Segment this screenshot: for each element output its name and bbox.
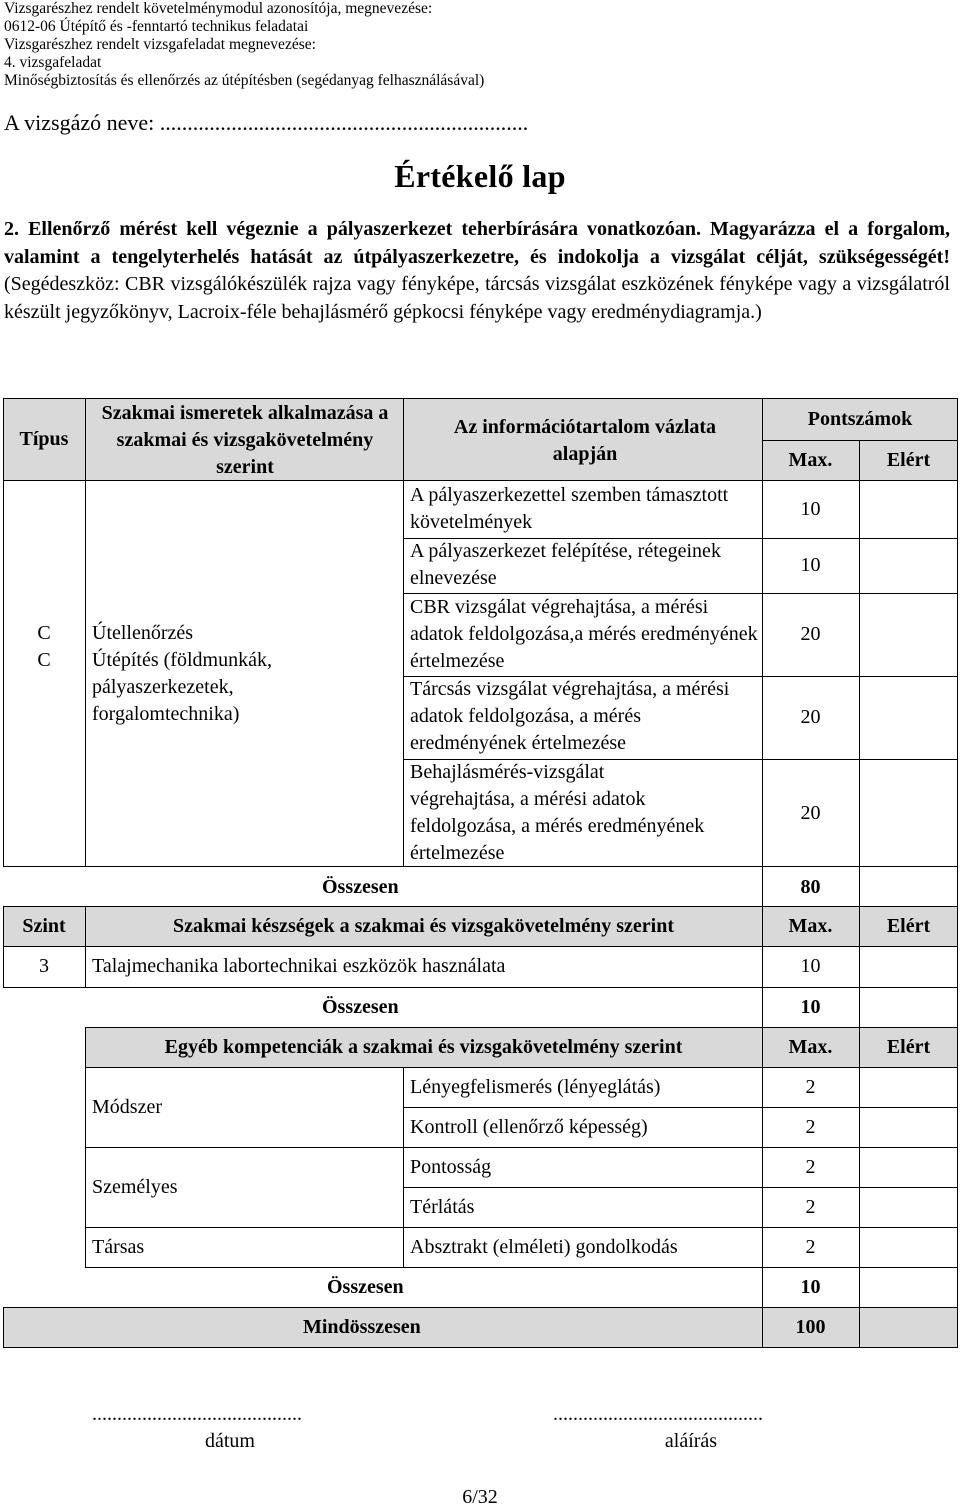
competency-max: 2 <box>805 1116 816 1138</box>
col-ismeretek: Szakmai ismeretek alkalmazása a szakmai és vizsgakövetelmény szerint <box>101 402 389 478</box>
max-value: 10 <box>800 498 821 520</box>
col-max: Max. <box>788 449 833 471</box>
col-elert: Elért <box>886 915 931 937</box>
signature-label: aláírás <box>664 1430 718 1452</box>
task-description <box>4 216 950 326</box>
table3-total-max: 10 <box>800 1276 821 1298</box>
competency-max: 2 <box>805 1156 816 1178</box>
competency-item: Pontosság <box>410 1156 492 1178</box>
competency-item: Kontroll (ellenőrző képesség) <box>410 1116 648 1138</box>
signature-dots: .......................................... <box>553 1403 763 1425</box>
competency-max: 2 <box>805 1076 816 1098</box>
grand-total-max: 100 <box>795 1316 826 1338</box>
max-value: 20 <box>800 706 821 728</box>
competency-item: Lényegfelismerés (lényeglátás) <box>410 1076 661 1098</box>
info-row: A pályaszerkezettel szemben támasztott követelmények <box>410 484 729 533</box>
col-elert: Elért <box>886 1036 931 1058</box>
page-number: 6/32 <box>462 1486 498 1508</box>
grand-total-label: Mindösszesen <box>303 1316 421 1338</box>
competency-item: Absztrakt (elméleti) gondolkodás <box>410 1236 678 1258</box>
skill-text: Talajmechanika labortechnikai eszközök használata <box>92 955 506 977</box>
page-title: Értékelő lap <box>394 158 566 194</box>
col-kepessegek: Szakmai készségek a szakmai és vizsgakövetelmény szerint <box>172 915 675 937</box>
group-tarsas: Társas <box>92 1236 145 1258</box>
header-line: Minőségbiztosítás és ellenőrzés az útépítésben (segédanyag felhasználásával) <box>4 72 485 89</box>
col-max: Max. <box>788 915 833 937</box>
task-question: 2. Ellenőrző mérést kell végeznie a pályaszerkezet teherbírására vonatkozóan. Magyarázza el a forgalom, valamint a tengelyterhelés hatását az útpályaszerkezetre, és indokolja a vizsgálat célját, szükségességét! <box>4 218 950 268</box>
table2-total-max: 10 <box>800 996 821 1018</box>
task-aids: (Segédeszköz: CBR vizsgálókészülék rajza vagy fényképe, tárcsás vizsgálat eszközének fényképe vagy a vizsgálatról készült jegyzőkönyv, Lacroix-féle behajlásmérő gépkocsi fényképe vagy eredménydiagramja.) <box>4 273 950 323</box>
header-line: Vizsgarészhez rendelt követelménymodul azonosítója, megnevezése: <box>4 0 433 17</box>
table1-total-max: 80 <box>800 876 821 898</box>
document-header <box>4 0 954 90</box>
examinee-name-line: A vizsgázó neve: ................................................................... <box>4 110 529 135</box>
competency-max: 2 <box>805 1236 816 1258</box>
info-row: Behajlásmérés-vizsgálat végrehajtása, a mérési adatok feldolgozása, a mérés eredményének értelmezése <box>410 761 705 864</box>
ismeret-value: Útellenőrzés <box>92 622 194 644</box>
info-row: A pályaszerkezet felépítése, rétegeinek elnevezése <box>410 540 721 589</box>
competency-max: 2 <box>805 1196 816 1218</box>
info-row: Tárcsás vizsgálat végrehajtása, a mérési adatok feldolgozása, a mérés eredményének értelmezése <box>410 678 730 754</box>
col-max: Max. <box>788 1036 833 1058</box>
group-szemelyes: Személyes <box>92 1176 178 1198</box>
header-line: 0612-06 Útépítő és -fenntartó technikus feladatai <box>4 18 309 35</box>
skill-level: 3 <box>39 955 49 977</box>
table3-total-label: Összesen <box>327 1276 404 1298</box>
date-dots: .......................................... <box>92 1403 302 1425</box>
header-line: 4. vizsgafeladat <box>4 54 102 71</box>
max-value: 10 <box>800 554 821 576</box>
max-value: 20 <box>800 623 821 645</box>
col-elert: Elért <box>886 449 931 471</box>
col-szint: Szint <box>22 915 66 937</box>
skill-max: 10 <box>800 955 821 977</box>
col-pontszamok: Pontszámok <box>807 408 913 430</box>
header-line: Vizsgarészhez rendelt vizsgafeladat megnevezése: <box>4 36 316 53</box>
ismeret-value: Útépítés (földmunkák, pályaszerkezetek, forgalomtechnika) <box>92 649 272 725</box>
group-modszer: Módszer <box>92 1096 162 1118</box>
date-label: dátum <box>205 1430 255 1452</box>
competency-item: Térlátás <box>410 1196 475 1218</box>
tipus-value: C <box>37 622 51 644</box>
max-value: 20 <box>800 802 821 824</box>
col-kompetenciak: Egyéb kompetenciák a szakmai és vizsgakövetelmény szerint <box>164 1036 683 1058</box>
col-info: Az információtartalom vázlata alapján <box>453 416 717 465</box>
table1-total-label: Összesen <box>322 876 399 898</box>
tipus-value: C <box>37 649 51 671</box>
table2-total-label: Összesen <box>322 996 399 1018</box>
col-tipus: Típus <box>19 428 69 450</box>
info-row: CBR vizsgálat végrehajtása, a mérési adatok feldolgozása,a mérés eredményének értelmezése <box>410 596 758 672</box>
